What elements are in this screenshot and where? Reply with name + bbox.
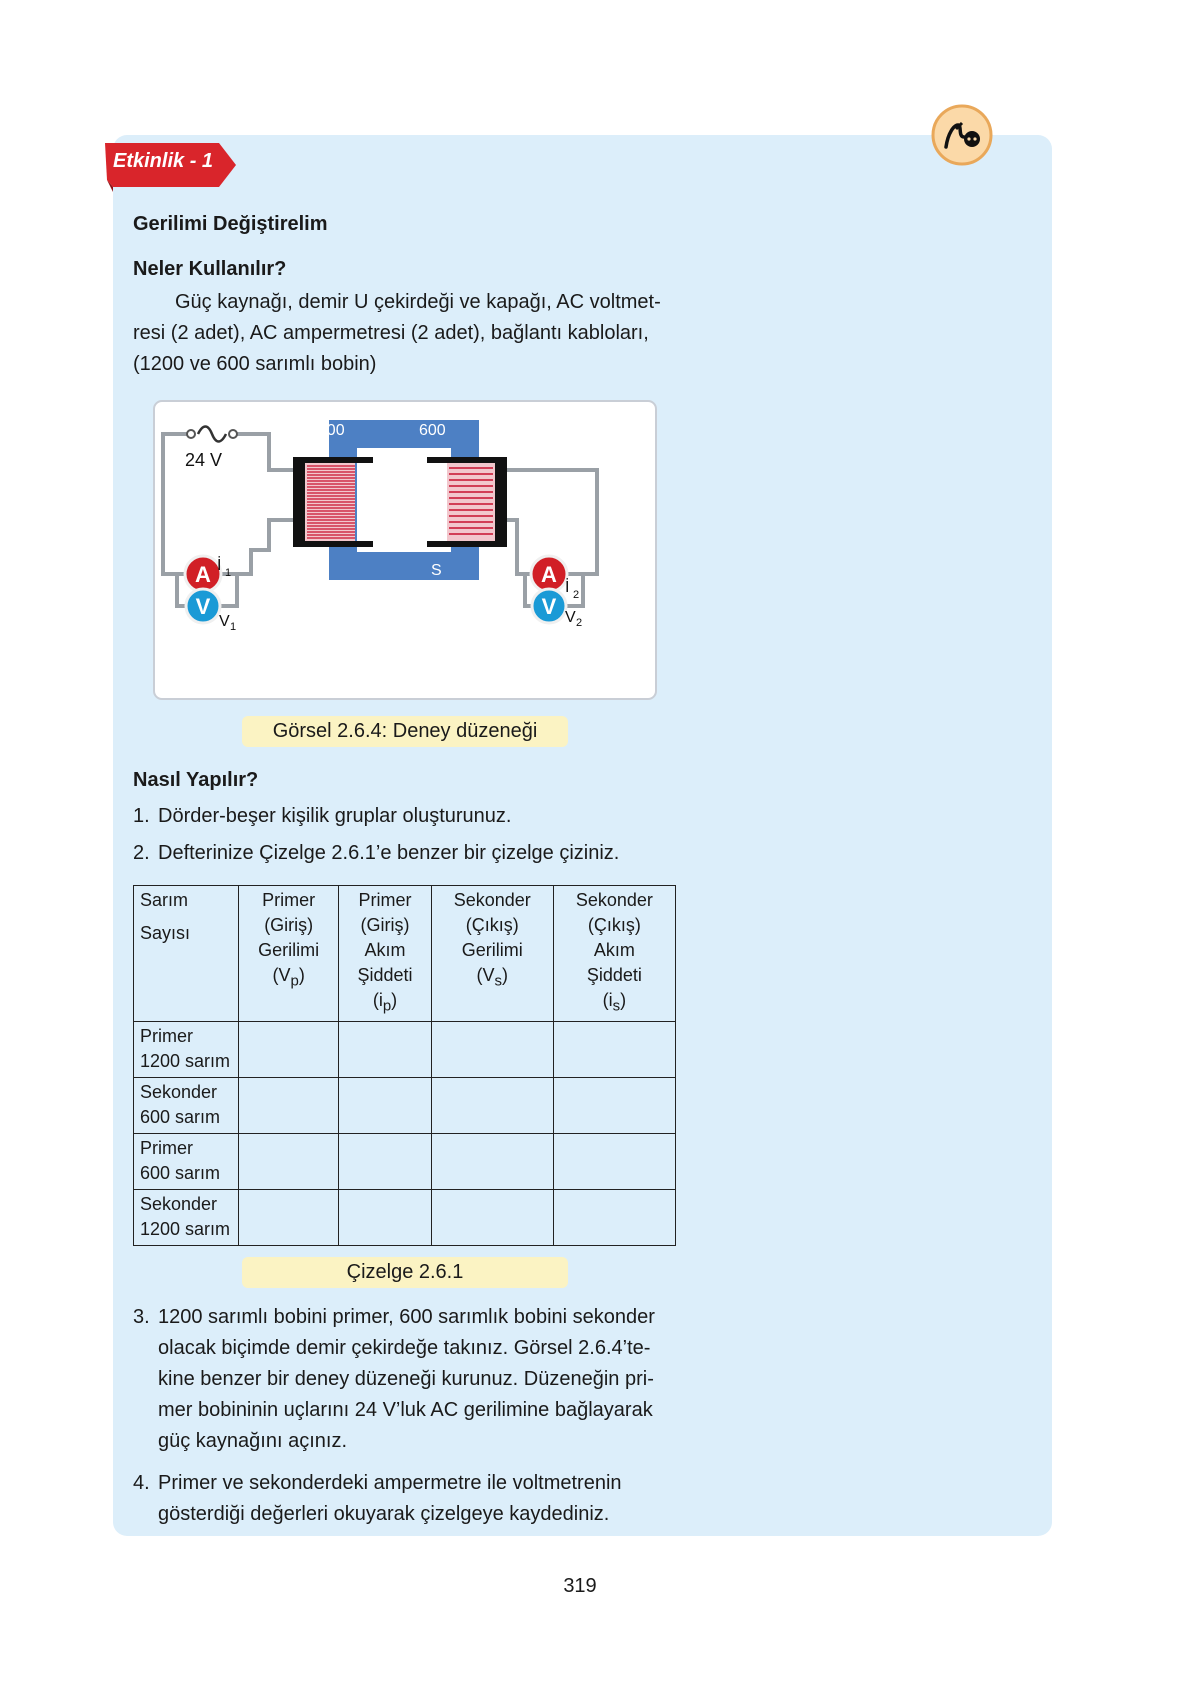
electricity-plug-icon — [930, 103, 994, 167]
table-caption: Çizelge 2.6.1 — [242, 1257, 568, 1288]
current-1-label: İ — [217, 557, 222, 574]
ammeter-1-symbol: A — [195, 562, 211, 587]
table-row — [134, 1021, 676, 1077]
voltage-2-label: V — [565, 609, 576, 626]
row-label-cell: Primer 1200 sarım — [134, 1021, 239, 1077]
figure-caption: Görsel 2.6.4: Deney düzeneği — [242, 716, 568, 747]
empty-cell — [339, 1021, 431, 1077]
materials-line: resi (2 adet), AC ampermetresi (2 adet), bağlantı kabloları, — [133, 322, 649, 344]
source-voltage-label: 24 V — [185, 450, 223, 470]
table-row — [134, 1133, 676, 1189]
method-heading: Nasıl Yapılır? — [133, 769, 259, 791]
table-row — [134, 1077, 676, 1133]
step-2-text: Defterinize Çizelge 2.6.1’e benzer bir çizelge çiziniz. — [158, 842, 620, 864]
step-3-number: 3. — [133, 1306, 150, 1328]
empty-cell — [431, 1189, 553, 1245]
current-1-subscript: 1 — [225, 567, 232, 579]
step-2-number: 2. — [133, 842, 150, 864]
empty-cell — [431, 1077, 553, 1133]
voltmeter-2-symbol: V — [541, 594, 557, 619]
empty-cell — [553, 1133, 675, 1189]
empty-cell — [239, 1133, 339, 1189]
step-2 — [133, 838, 678, 869]
secondary-label: S — [431, 562, 442, 579]
header-cell: Primer (Giriş) Gerilimi $(V_p)$ — [239, 886, 339, 1022]
empty-cell — [431, 1021, 553, 1077]
step-3 — [133, 1302, 678, 1462]
empty-cell — [239, 1021, 339, 1077]
voltage-1-label: V — [219, 613, 230, 630]
materials-line: (1200 ve 600 sarımlı bobin) — [133, 353, 377, 375]
table-header-row — [134, 886, 676, 1022]
step-3-text: 1200 sarımlı bobini primer, 600 sarımlık bobini sekonder olacak biçimde demir çekirdeğe takınız. Görsel 2.6.4’te- kine benzer bir deney düzeneği kurunuz. Düzeneğin pri- mer bobininin uçlarını 24 V’luk AC gerilimine bağlayarak güç kaynağını açınız. — [158, 1306, 655, 1452]
ammeter-2-symbol: A — [541, 562, 557, 587]
empty-cell — [339, 1133, 431, 1189]
empty-cell — [239, 1189, 339, 1245]
activity-title: Gerilimi Değiştirelim — [133, 213, 328, 235]
ammeter-1-icon — [185, 556, 221, 592]
row-label-cell: Sekonder 1200 sarım — [134, 1189, 239, 1245]
header-cell: Sekonder (Çıkış) Gerilimi $(V_s)$ — [431, 886, 553, 1022]
step-1 — [133, 801, 678, 832]
step-4 — [133, 1468, 678, 1532]
row-label-cell: Sekonder 600 sarım — [134, 1077, 239, 1133]
activity-label: Etkinlik - 1 — [113, 150, 214, 172]
ammeter-2-icon — [531, 556, 567, 592]
header-cell: Primer (Giriş) Akım Şiddeti $(i_p)$ — [339, 886, 431, 1022]
experiment-setup-figure — [153, 400, 657, 700]
current-2-subscript: 2 — [573, 589, 580, 601]
data-table — [133, 885, 676, 1246]
header-cell: Sarım Sayısı — [134, 886, 239, 1022]
empty-cell — [431, 1133, 553, 1189]
empty-cell — [553, 1021, 675, 1077]
empty-cell — [553, 1077, 675, 1133]
header-cell: Sekonder (Çıkış) Akım Şiddeti $(i_s)$ — [553, 886, 675, 1022]
page-number: 319 — [563, 1575, 597, 1597]
empty-cell — [239, 1077, 339, 1133]
step-1-text: Dörder-beşer kişilik gruplar oluşturunuz. — [158, 805, 512, 827]
secondary-turns-label: 600 — [419, 422, 446, 439]
step-1-number: 1. — [133, 805, 150, 827]
voltmeter-1-symbol: V — [195, 594, 211, 619]
empty-cell — [339, 1077, 431, 1133]
row-label-cell: Primer 600 sarım — [134, 1133, 239, 1189]
empty-cell — [339, 1189, 431, 1245]
current-2-label: İ — [565, 579, 570, 596]
materials-heading: Neler Kullanılır? — [133, 258, 287, 280]
voltmeter-2-icon — [532, 589, 566, 623]
voltmeter-1-icon — [186, 589, 220, 623]
materials-paragraph — [133, 287, 678, 380]
materials-line: Güç kaynağı, demir U çekirdeği ve kapağı, AC voltmet- — [175, 291, 661, 313]
voltage-2-subscript: 2 — [576, 617, 583, 629]
table-row — [134, 1189, 676, 1245]
primary-turns-label: 1200 — [309, 422, 345, 439]
voltage-1-subscript: 1 — [230, 621, 237, 633]
step-4-text: Primer ve sekonderdeki ampermetre ile voltmetrenin gösterdiği değerleri okuyarak çizelgeye kaydediniz. — [158, 1472, 622, 1525]
primary-label: P — [313, 562, 324, 579]
empty-cell — [553, 1189, 675, 1245]
step-4-number: 4. — [133, 1472, 150, 1494]
